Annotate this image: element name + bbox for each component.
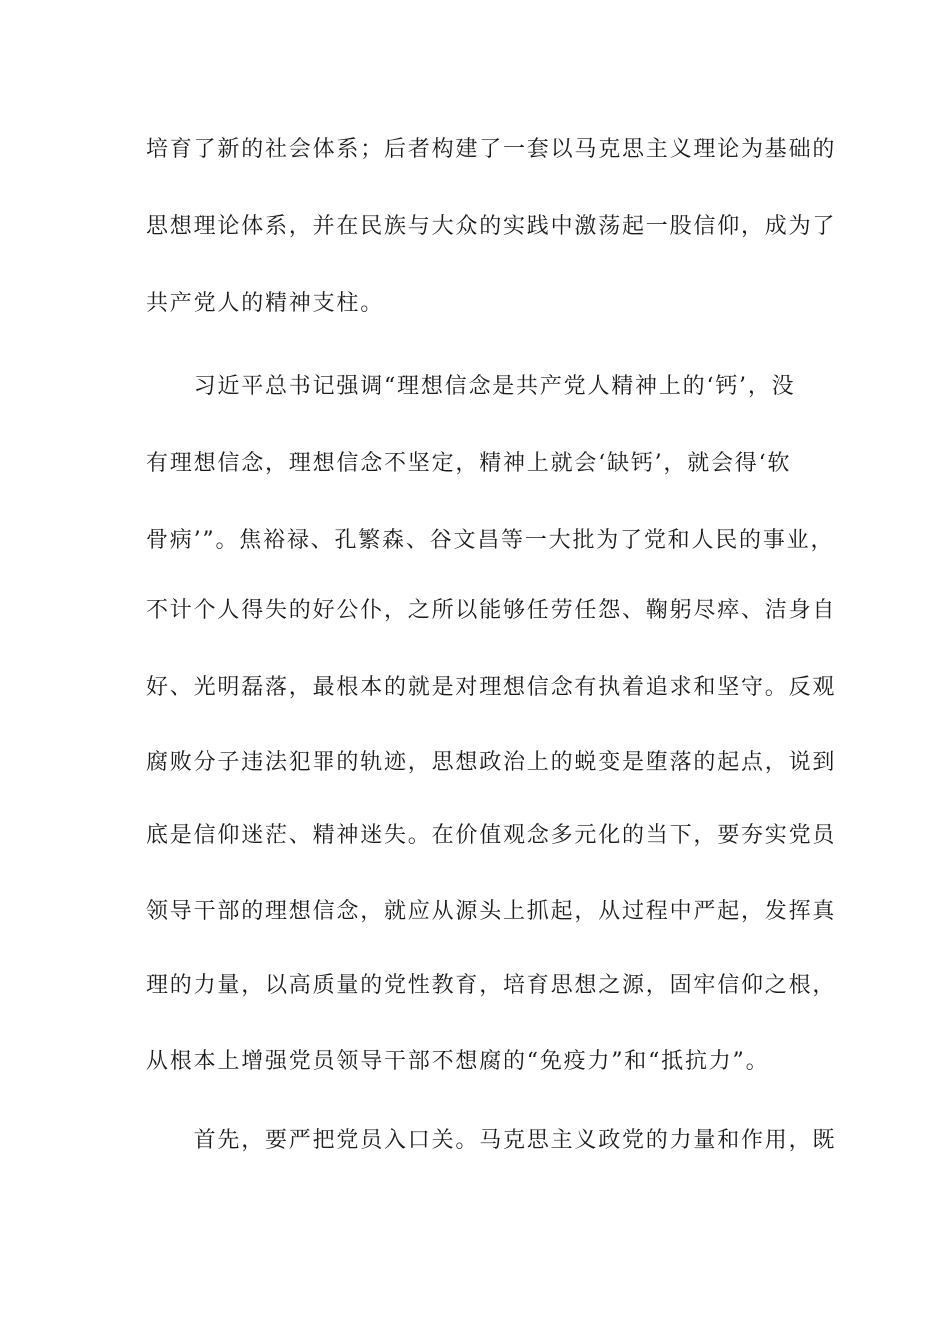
text-line-5: 有理想信念，理想信念不坚定，精神上就会‘缺钙’，就会得‘软	[146, 451, 792, 476]
text-line-14: 首先，要严把党员入口关。马克思主义政党的力量和作用，既	[146, 1128, 837, 1153]
text-line-7: 不计个人得失的好公仆，之所以能够任劳任怨、鞠躬尽瘁、洁身自	[146, 598, 837, 623]
text-line-9: 腐败分子违法犯罪的轨迹，思想政治上的蜕变是堕落的起点，说到	[146, 750, 837, 775]
text-line-6: 骨病’”。焦裕禄、孔繁森、谷文昌等一大批为了党和人民的事业，	[146, 528, 835, 553]
text-line-10: 底是信仰迷茫、精神迷失。在价值观念多元化的当下，要夯实党员	[146, 823, 837, 848]
text-line-1: 培育了新的社会体系；后者构建了一套以马克思主义理论为基础的	[146, 137, 837, 162]
text-line-8: 好、光明磊落，最根本的就是对理想信念有执着追求和坚守。反观	[146, 675, 837, 700]
text-line-2: 思想理论体系，并在民族与大众的实践中激荡起一股信仰，成为了	[146, 214, 837, 239]
text-line-11: 领导干部的理想信念，就应从源头上抓起，从过程中严起，发挥真	[146, 899, 837, 924]
text-line-3: 共产党人的精神支柱。	[146, 291, 385, 316]
text-line-12: 理的力量，以高质量的党性教育，培育思想之源，固牢信仰之根，	[146, 973, 837, 998]
text-line-4: 习近平总书记强调“理想信念是共产党人精神上的‘钙’，没	[146, 374, 796, 399]
text-line-13: 从根本上增强党员领导干部不想腐的“免疫力”和“抵抗力”。	[146, 1049, 770, 1074]
